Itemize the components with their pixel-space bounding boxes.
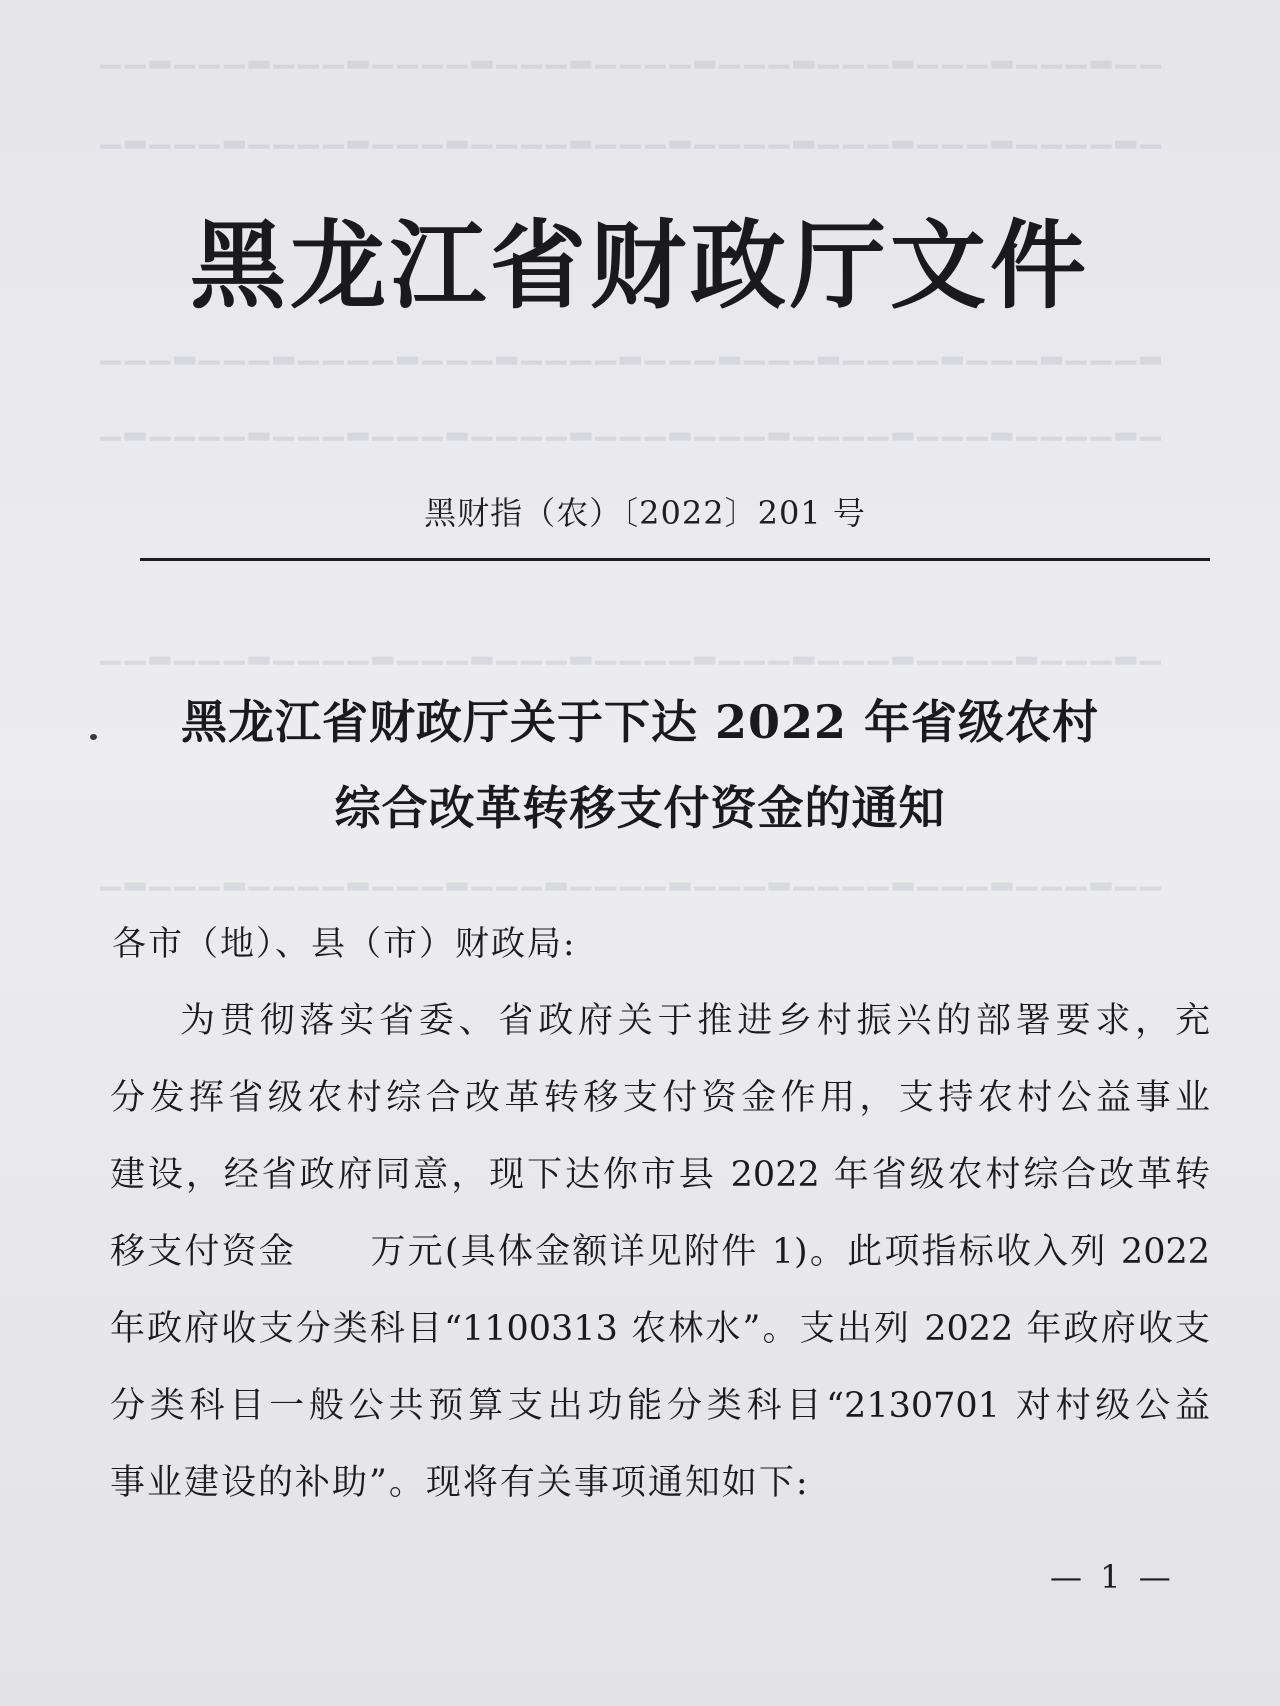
body-line-2: 分发挥省级农村综合改革转移支付资金作用，支持农村公益事业 [110,1078,1210,1118]
body-line-7: 事业建设的补助”。现将有关事项通知如下: [110,1463,810,1503]
bleed-through-texture: ▁▁▂▁▁▁▂▁▁▁▁▂▁▁▁▂▁▁▁▂▁▁▁▁▂▁▁▁▂▁▁▁▂▁▁▁▁▂▁▁▁▂▁ [100,634,1165,665]
bleed-through-texture: ▁▁▁▂▁▁▁▂▁▁▁▁▂▁▁▁▂▁▁▁▁▂▁▁▁▂▁▁▁▂▁▁▁▁▂▁▁▁▂▁▁▁▂ [100,334,1165,365]
body-line-1: 为贯彻落实省委、省政府关于推进乡村振兴的部署要求，充 [180,1001,1210,1041]
body-line-6: 分类科目一般公共预算支出功能分类科目“2130701 对村级公益 [110,1386,1210,1426]
document-header-title: 黑龙江省财政厅文件 [190,209,1090,322]
body-line-5: 年政府收支分类科目“1100313 农林水”。支出列 2022 年政府收支 [110,1309,1210,1349]
notice-title-line-2: 综合改革转移支付资金的通知 [334,781,946,835]
body-line-4: 移支付资金 万元(具体金额详见附件 1)。此项指标收入列 2022 [110,1232,1210,1272]
page-number: — 1 — [1050,1558,1175,1596]
bleed-through-texture: ▁▂▁▁▁▁▂▁▁▁▂▁▁▁▂▁▁▁▁▂▁▁▁▂▁▁▁▂▁▁▁▁▂▁▁▁▂▁▁▁▁▂▁ [100,410,1165,441]
header-divider [140,558,1210,561]
bleed-through-texture: ▁▂▁▁▁▂▁▁▁▁▂▁▁▁▂▁▁▁▁▂▁▁▁▂▁▁▁▁▂▁▁▁▂▁▁▁▂▁▁▁▁▂▁ [100,118,1165,149]
bleed-through-texture: ▁▁▂▁▁▁▂▁▁▁▂▁▁▁▁▂▁▁▁▂▁▁▁▁▂▁▁▁▂▁▁▁▂▁▁▁▂▁▁▁▂▁▁ [100,38,1165,69]
body-line-3: 建设，经省政府同意，现下达你市县 2022 年省级农村综合改革转 [110,1155,1210,1195]
salutation: 各市（地）、县（市）财政局: [112,924,577,964]
notice-title-line-1: 黑龙江省财政厅关于下达 2022 年省级农村 [180,695,1100,749]
document-number: 黑财指（农）〔2022〕201 号 [424,494,866,532]
bleed-through-texture: ▁▂▁▁▁▂▁▁▁▁▂▁▁▁▂▁▁▁▂▁▁▁▁▂▁▁▁▂▁▁▁▁▂▁▁▁▂▁▁▁▂▁▁ [100,860,1165,891]
